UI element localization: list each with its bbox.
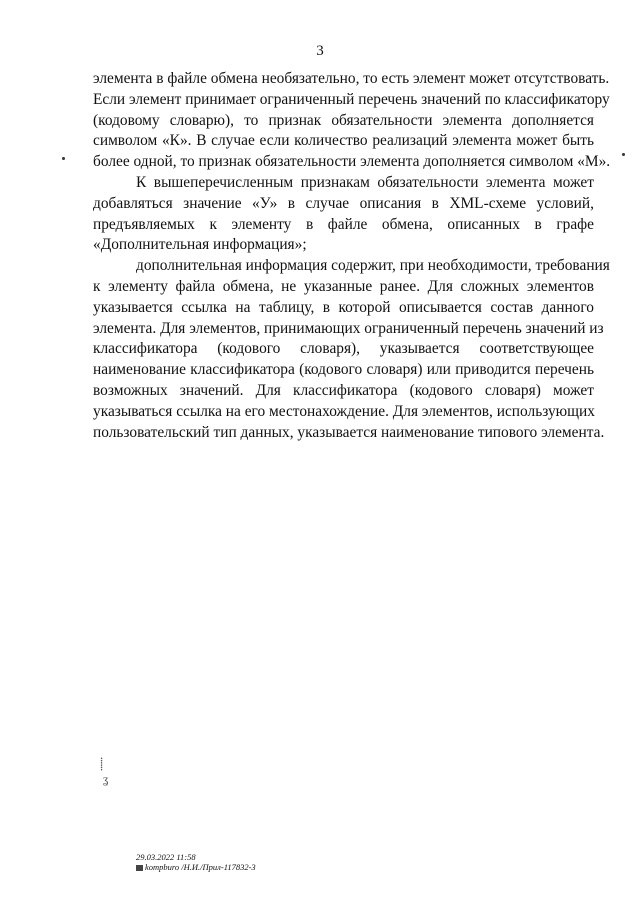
text-line: (кодовому словарю), то признак обязательности элемента дополняется xyxy=(93,111,594,129)
scan-dot xyxy=(622,153,625,156)
page-number: 3 xyxy=(316,43,324,59)
text-line: классификатора (кодового словаря), указывается соответствующее xyxy=(93,340,594,358)
text-line: дополнительная информация содержит, при необходимости, требования xyxy=(136,257,610,275)
printer-icon xyxy=(136,865,143,871)
text-line: указывается ссылка на таблицу, в которой описывается состав данного xyxy=(93,298,594,316)
text-line: более одной, то признак обязательности элемента дополняется символом «М». xyxy=(93,153,611,171)
text-line: элемента в файле обмена необязательно, то есть элемент может отсутствовать. xyxy=(93,70,610,87)
text-line: возможных значений. Для классификатора (кодового словаря) может xyxy=(93,381,594,399)
text-line: пользовательский тип данных, указывается наименование типового элемента. xyxy=(93,423,605,441)
text-line: элемента. Для элементов, принимающих ограниченный перечень значений из xyxy=(93,319,604,337)
text-line: К вышеперечисленным признакам обязательности элемента может xyxy=(136,173,594,191)
text-line: предъявляемых к элементу в файле обмена, описанных в графе xyxy=(93,215,594,233)
text-line: символом «К». В случае если количество реализаций элемента может быть xyxy=(93,132,594,150)
text-line: Если элемент принимает ограниченный перечень значений по классификатору xyxy=(93,90,610,108)
scan-scribble: ⸽ ʓ xyxy=(100,757,109,786)
footer-stamp-line xyxy=(136,862,256,872)
text-line: добавляться значение «У» в случае описания в XML-схеме условий, xyxy=(93,194,594,212)
footer-stamp-text: kompburo /Н.И./Прил-117832-3 xyxy=(145,862,256,872)
text-line: наименование классификатора (кодового словаря) или приводится перечень xyxy=(93,361,594,379)
scan-dot xyxy=(62,157,65,160)
text-line: к элементу файла обмена, не указанные ранее. Для сложных элементов xyxy=(93,277,594,295)
text-line: указываться ссылка на его местонахождение. Для элементов, использующих xyxy=(93,402,595,420)
footer-timestamp: 29.03.2022 11:58 xyxy=(136,852,196,862)
footer-stamp xyxy=(136,852,256,872)
document-body xyxy=(93,69,611,443)
text-line: «Дополнительная информация»; xyxy=(93,236,307,254)
